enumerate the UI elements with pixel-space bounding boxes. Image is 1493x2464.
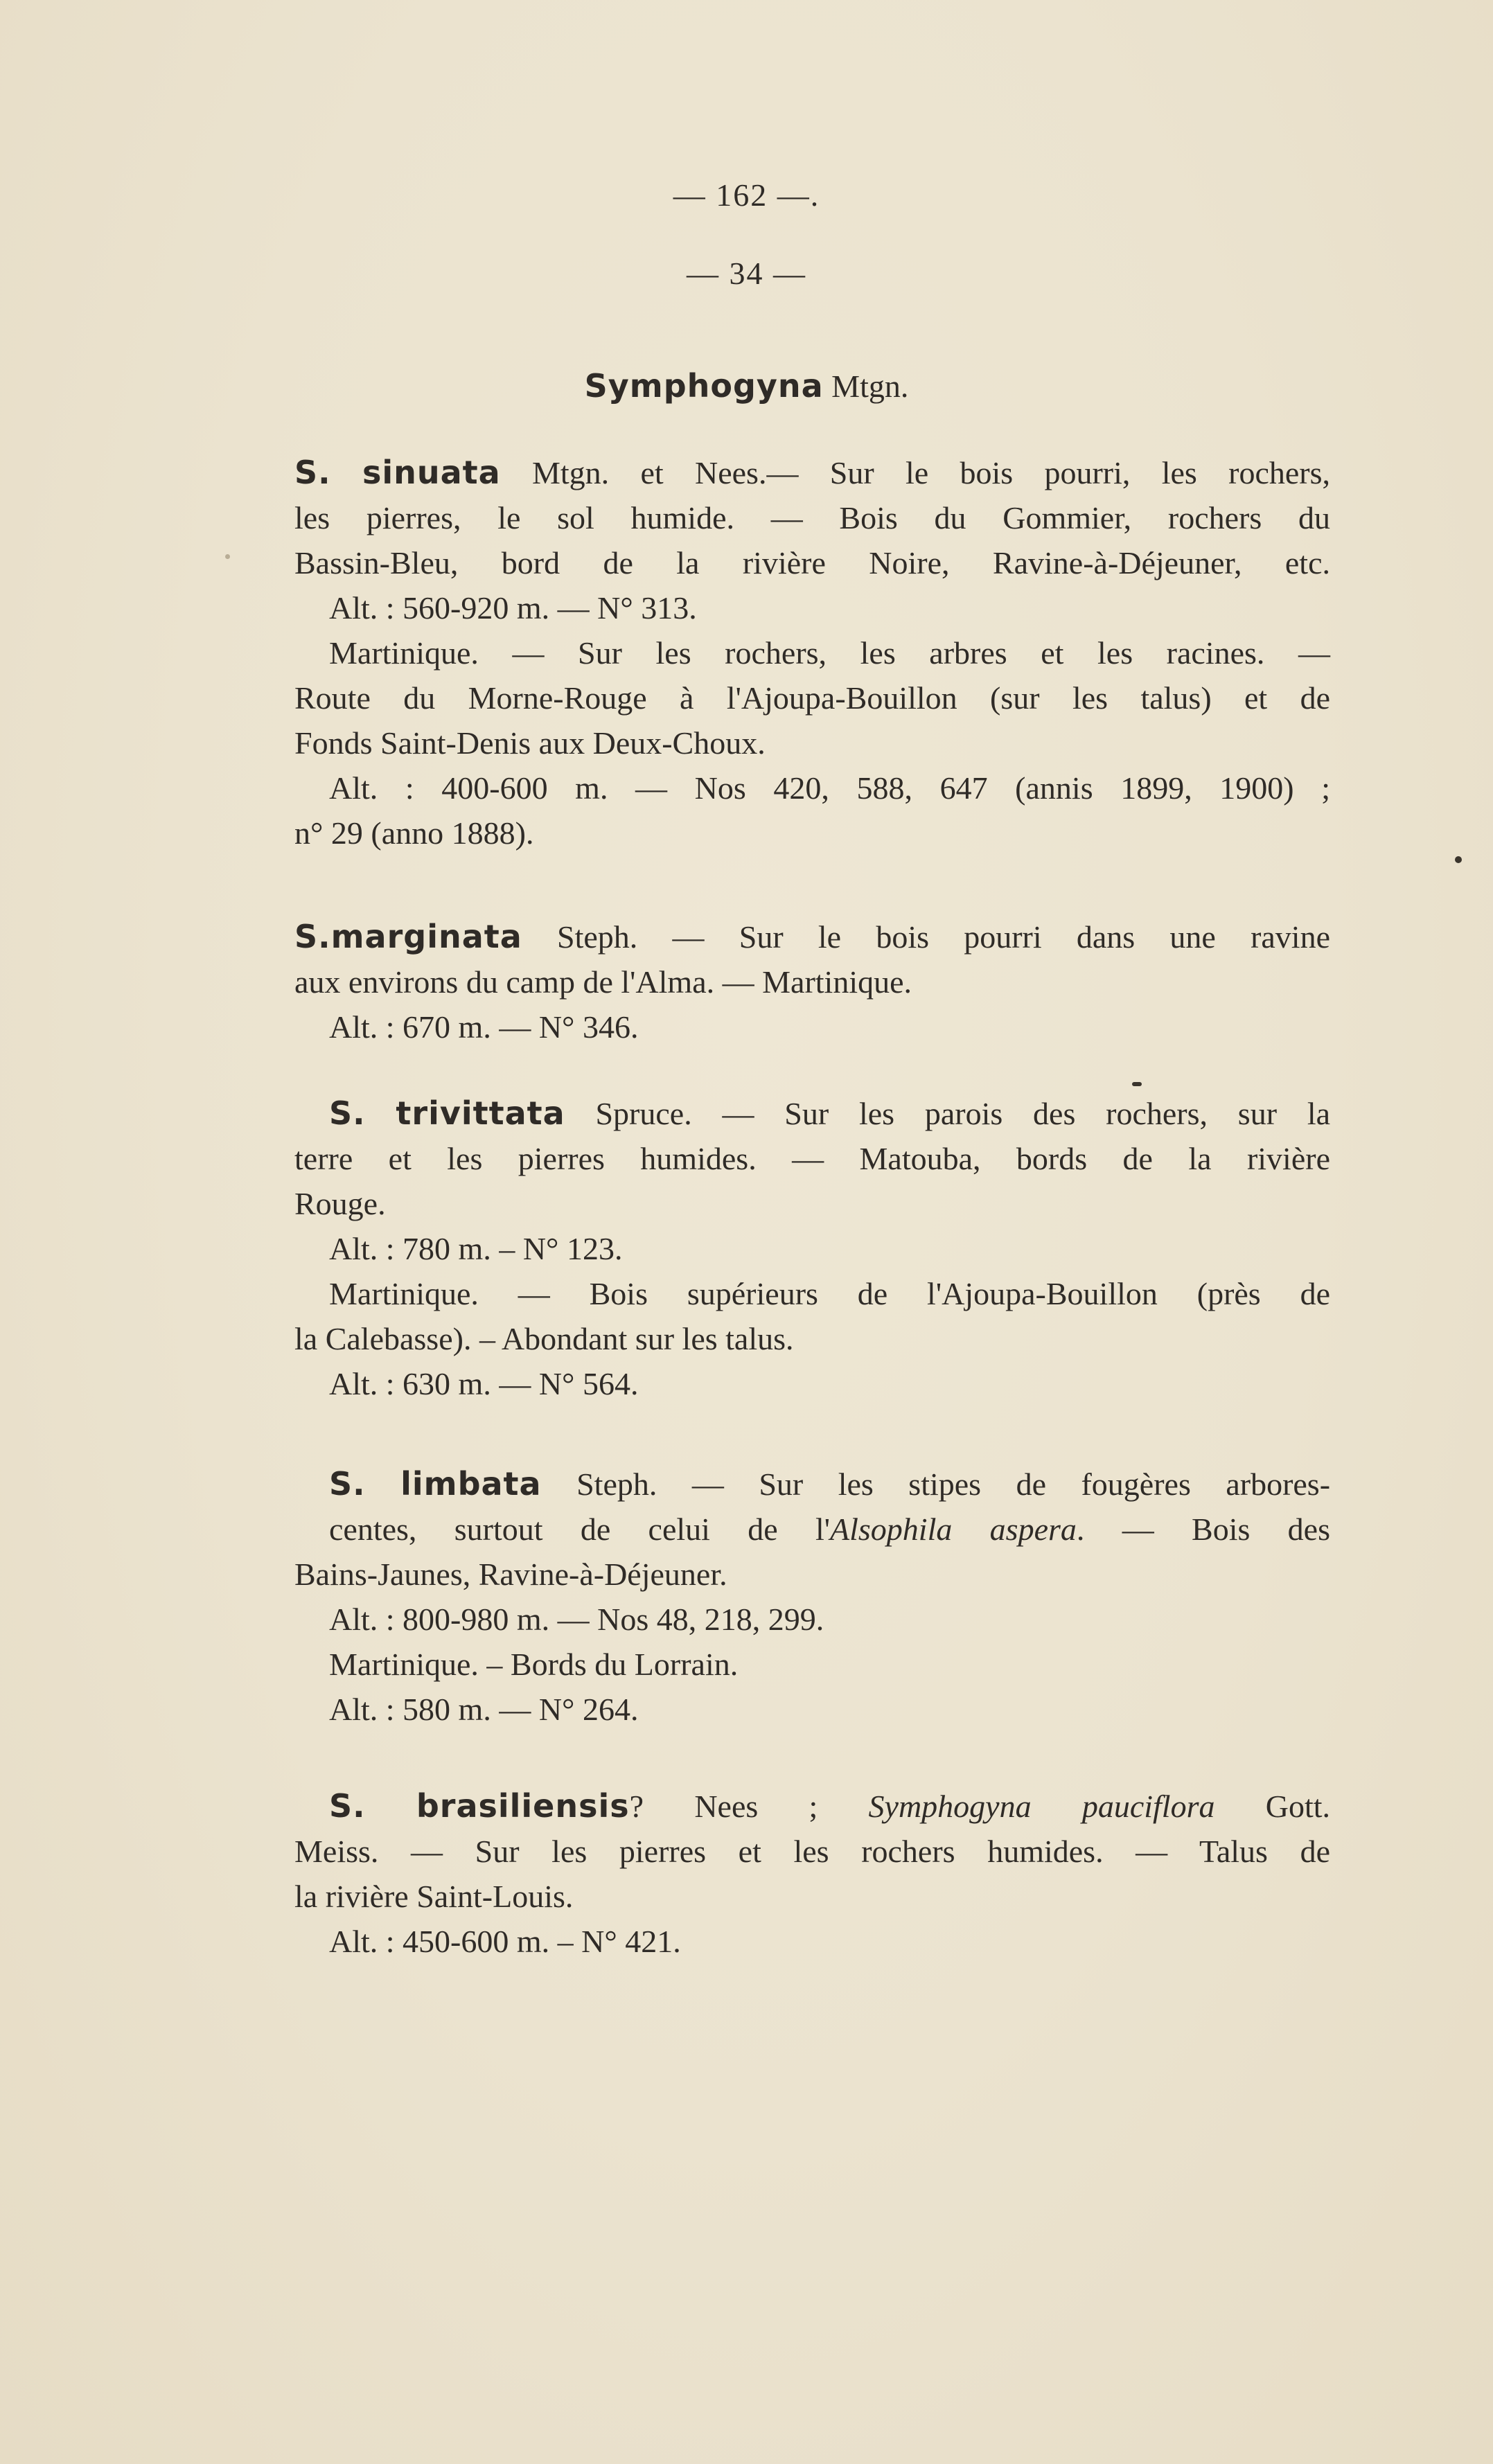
entry-line: Bassin-Bleu, bord de la rivière Noire, Ravine-à-Déjeuner, etc. [294, 545, 1330, 580]
scan-speck [1455, 856, 1462, 863]
entry-line: Meiss. — Sur les pierres et les rochers humides. — Talus de [294, 1834, 1330, 1869]
entry-line: Fonds Saint-Denis aux Deux-Choux. [294, 725, 766, 761]
entry-line: centes, surtout de celui de l'Alsophila aspera. — Bois des [329, 1512, 1330, 1547]
species-entry-brasiliensis [294, 1784, 1330, 1964]
species-name: brasiliensis [416, 1787, 630, 1825]
species-name: sinuata [362, 454, 501, 491]
entry-heading: S. sinuata Mtgn. et Nees.— Sur le bois pourri, les rochers, [294, 454, 1331, 491]
entry-line: Rouge. [294, 1186, 386, 1221]
species-entry-sinuata [294, 450, 1330, 856]
genus-name: Symphogyna [584, 367, 824, 405]
species-name: marginata [330, 918, 522, 955]
altitude-line: Alt. : 670 m. — N° 346. [329, 1009, 639, 1045]
entry-line: aux environs du camp de l'Alma. — Martinique. [294, 964, 912, 1000]
martinique-line: Martinique. — Bois supérieurs de l'Ajoupa-Bouillon (près de [329, 1276, 1330, 1311]
species-entry-trivittata [294, 1091, 1330, 1406]
entry-line: les pierres, le sol humide. — Bois du Gommier, rochers du [294, 500, 1330, 535]
scan-speck [225, 554, 230, 559]
entry-heading: S. limbata Steph. — Sur les stipes de fougères arbores- [329, 1465, 1331, 1503]
species-name: trivittata [396, 1094, 565, 1132]
altitude-line: Alt. : 450-600 m. – N° 421. [329, 1924, 681, 1959]
altitude-line: Alt. : 400-600 m. — Nos 420, 588, 647 (annis 1899, 1900) ; [329, 770, 1330, 806]
species-entry-marginata [294, 914, 1330, 1049]
entry-heading: S. brasiliensis? Nees ; Symphogyna pauciflora Gott. [329, 1787, 1330, 1825]
genus-title [0, 367, 1493, 405]
scan-speck [1132, 1082, 1142, 1086]
altitude-line: Alt. : 630 m. — N° 564. [329, 1366, 639, 1401]
entry-line: n° 29 (anno 1888). [294, 815, 534, 851]
species-entry-limbata [294, 1462, 1330, 1732]
entry-line: Route du Morne-Rouge à l'Ajoupa-Bouillon (sur les talus) et de [294, 680, 1330, 716]
entry-line: Bains-Jaunes, Ravine-à-Déjeuner. [294, 1557, 727, 1592]
species-name: limbata [400, 1465, 542, 1503]
martinique-line: Martinique. — Sur les rochers, les arbres et les racines. — [329, 635, 1330, 671]
entry-heading: S.marginata Steph. — Sur le bois pourri dans une ravine [294, 918, 1330, 955]
martinique-line: Martinique. – Bords du Lorrain. [329, 1647, 739, 1682]
altitude-line: Alt. : 560-920 m. — N° 313. [329, 590, 697, 626]
section-number: — 34 — [687, 256, 806, 291]
entry-heading: S. trivittata Spruce. — Sur les parois des rochers, sur la [329, 1094, 1331, 1132]
genus-authority: Mtgn. [831, 369, 909, 404]
entry-line: la Calebasse). – Abondant sur les talus. [294, 1321, 794, 1356]
altitude-line: Alt. : 780 m. – N° 123. [329, 1231, 623, 1266]
altitude-line: Alt. : 580 m. — N° 264. [329, 1692, 639, 1727]
entry-line: la rivière Saint-Louis. [294, 1879, 574, 1914]
page-number: — 162 —. [673, 177, 820, 213]
altitude-line: Alt. : 800-980 m. — Nos 48, 218, 299. [329, 1602, 824, 1637]
entry-line: terre et les pierres humides. — Matouba, bords de la rivière [294, 1141, 1330, 1176]
